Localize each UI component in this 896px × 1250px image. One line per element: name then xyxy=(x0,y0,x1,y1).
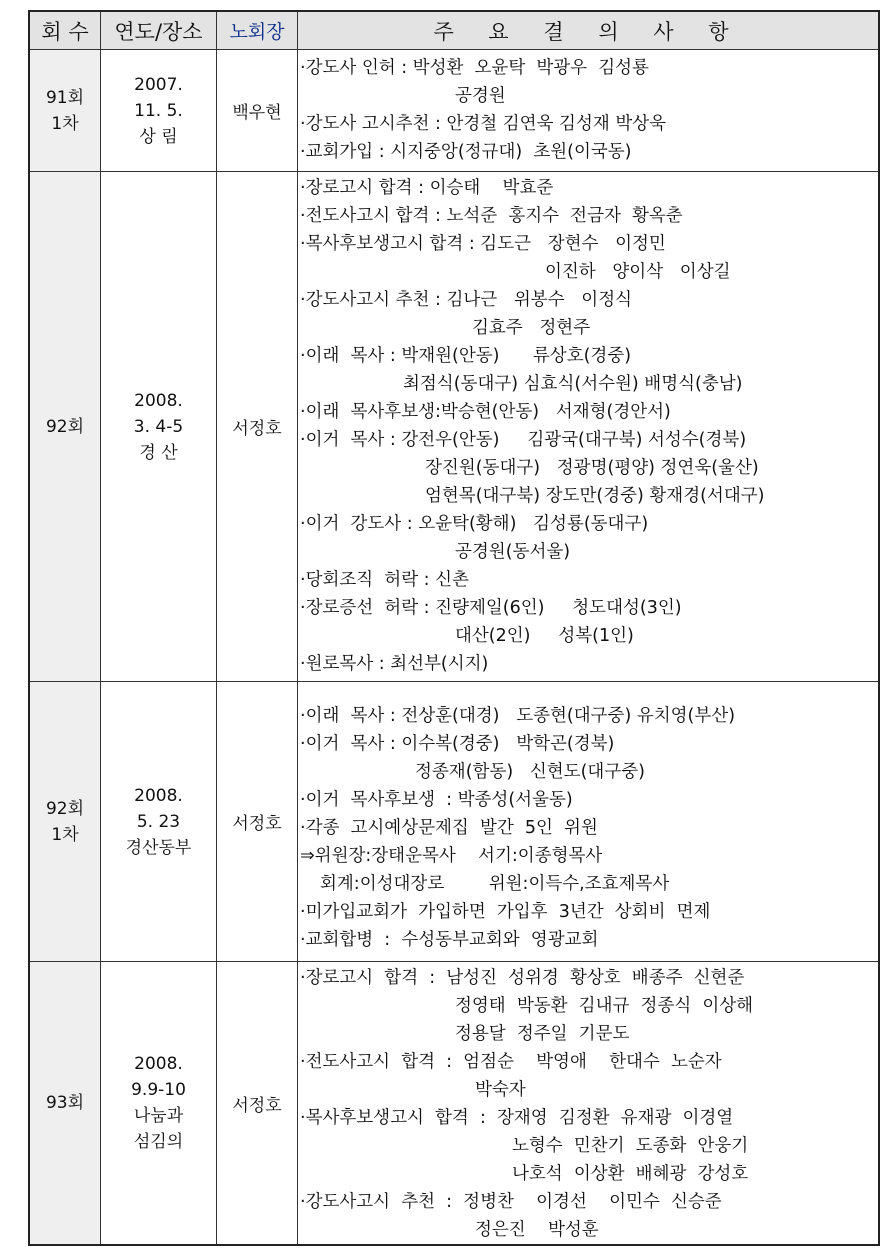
table-row xyxy=(29,172,879,682)
resolution-line: ⇒위원장:장태운목사 서기:이종형목사 xyxy=(300,846,603,866)
resolution-line: 엄현목(대구북) 장도만(경중) 황재경(서대구) xyxy=(425,486,765,506)
resolution-line: 최점식(동대구) 심효식(서수원) 배명식(충남) xyxy=(403,374,743,394)
date-place-cell-line: 경산동부 xyxy=(125,837,192,858)
resolution-line: 장진원(동대구) 정광명(평양) 정연욱(울산) xyxy=(425,458,759,478)
date-place-cell-line: 2007. xyxy=(134,74,183,95)
resolution-line: 정종재(함동) 신현도(대구중) xyxy=(415,762,645,782)
date-place-cell-line: 나눔과 xyxy=(133,1106,184,1126)
session-cell-line: 92회 xyxy=(45,416,85,437)
resolution-line: 회계:이성대장로 위원:이득수,조효제목사 xyxy=(320,874,670,894)
date-place-cell-line: 2008. xyxy=(134,1054,183,1074)
resolution-line: ·교회가입 : 시지중앙(정규대) 초원(이국동) xyxy=(300,142,632,162)
date-place-cell-line: 9.9-10 xyxy=(131,1080,186,1100)
resolution-line: 이진하 양이삭 이상길 xyxy=(545,262,731,282)
resolution-line: ·강도사고시 추천 : 정병찬 이경선 이민수 신승준 xyxy=(300,1192,722,1212)
resolutions-cell xyxy=(298,172,880,682)
moderator-cell: 서정호 xyxy=(217,682,298,962)
header-date-place: 연도/장소 xyxy=(101,11,217,50)
resolution-line: 정은진 박성훈 xyxy=(475,1220,599,1240)
session-cell-line: 93회 xyxy=(45,1093,85,1113)
resolutions-cell xyxy=(298,962,880,1246)
date-place-cell-line: 섬김의 xyxy=(133,1132,184,1152)
table-row xyxy=(29,962,879,1246)
session-cell xyxy=(29,962,101,1246)
resolution-line: ·목사후보생고시 합격 : 장재영 김정환 유재광 이경열 xyxy=(300,1108,734,1128)
resolution-line: 김효주 정현주 xyxy=(472,318,591,338)
resolution-line: ·교회합병 : 수성동부교회와 영광교회 xyxy=(300,930,599,950)
resolution-line: ·장로고시 합격 : 남성진 성위경 황상호 배종주 신현준 xyxy=(300,968,745,988)
date-place-cell xyxy=(101,962,217,1246)
session-cell-line: 91회 xyxy=(45,87,85,108)
session-cell xyxy=(29,682,101,962)
date-place-cell-line: 2008. xyxy=(134,390,183,411)
resolution-line: ·당회조직 허락 : 신촌 xyxy=(300,570,469,590)
resolution-line: ·미가입교회가 가입하면 가입후 3년간 상회비 면제 xyxy=(300,902,711,922)
date-place-cell-line: 2008. xyxy=(134,785,183,806)
resolution-line: ·이래 목사 : 박재원(안동) 류상호(경중) xyxy=(300,346,632,366)
resolution-line: ·강도사 인허 : 박성환 오윤탁 박광우 김성룡 xyxy=(300,58,649,78)
session-cell xyxy=(29,50,101,172)
header-row xyxy=(29,11,879,50)
session-cell xyxy=(29,172,101,682)
resolution-line: ·이래 목사후보생:박승현(안동) 서재형(경안서) xyxy=(300,402,671,422)
session-cell-line: 1차 xyxy=(51,824,79,845)
date-place-cell xyxy=(101,50,217,172)
resolution-line: 공경원 xyxy=(455,86,506,106)
resolution-line: 나호석 이상환 배혜광 강성호 xyxy=(512,1164,749,1184)
session-cell-line: 1차 xyxy=(51,113,79,134)
resolution-line: ·강도사고시 추천 : 김나근 위봉수 이정식 xyxy=(300,290,633,310)
resolution-line: ·목사후보생고시 합격 : 김도근 장현수 이정민 xyxy=(300,234,666,254)
date-place-cell xyxy=(101,682,217,962)
date-place-cell xyxy=(101,172,217,682)
resolution-line: ·이거 강도사 : 오윤탁(황해) 김성룡(동대구) xyxy=(300,514,649,534)
resolution-line: ·각종 고시예상문제집 발간 5인 위원 xyxy=(300,818,598,838)
resolution-line: ·이거 목사후보생 : 박종성(서울동) xyxy=(300,790,573,810)
date-place-cell-line: 경 산 xyxy=(139,442,178,463)
header-moderator: 노회장 xyxy=(217,11,298,50)
resolution-line: ·장로증선 허락 : 진량제일(6인) 청도대성(3인) xyxy=(300,598,682,618)
resolution-line: ·이거 목사 : 강전우(안동) 김광국(대구북) 서성수(경북) xyxy=(300,430,747,450)
date-place-cell-line: 5. 23 xyxy=(136,811,181,832)
table-row xyxy=(29,682,879,962)
resolution-line: ·원로목사 : 최선부(시지) xyxy=(300,654,489,674)
table-row xyxy=(29,50,879,172)
resolution-line: 공경원(동서울) xyxy=(455,542,571,562)
resolutions-table xyxy=(28,10,880,1246)
resolution-line: ·전도사고시 합격 : 노석준 홍지수 전금자 황옥춘 xyxy=(300,206,683,226)
session-cell-line: 92회 xyxy=(45,798,85,819)
resolution-line: ·이거 목사 : 이수복(경중) 박학곤(경북) xyxy=(300,734,615,754)
date-place-cell-line: 11. 5. xyxy=(134,100,183,121)
resolutions-cell xyxy=(298,682,880,962)
resolution-line: ·이래 목사 : 전상훈(대경) 도종현(대구중) 유치영(부산) xyxy=(300,706,736,726)
resolution-line: 대산(2인) 성복(1인) xyxy=(455,626,634,646)
resolution-line: ·장로고시 합격 : 이승태 박효준 xyxy=(300,178,554,198)
date-place-cell-line: 상 림 xyxy=(139,126,178,147)
resolution-line: 정영태 박동환 김내규 정종식 이상해 xyxy=(455,996,754,1016)
resolution-line: ·전도사고시 합격 : 엄점순 박영애 한대수 노순자 xyxy=(300,1052,722,1072)
moderator-cell: 백우현 xyxy=(217,50,298,172)
moderator-cell: 서정호 xyxy=(217,962,298,1246)
date-place-cell-line: 3. 4-5 xyxy=(133,416,184,437)
resolution-line: 정용달 정주일 기문도 xyxy=(455,1024,630,1044)
header-session: 회 수 xyxy=(29,11,101,50)
resolution-line: 노형수 민찬기 도종화 안웅기 xyxy=(512,1136,749,1156)
resolutions-cell xyxy=(298,50,880,172)
resolution-line: ·강도사 고시추천 : 안경철 김연욱 김성재 박상욱 xyxy=(300,114,667,134)
header-resolutions: 주 요 결 의 사 항 xyxy=(298,11,880,50)
resolution-line: 박숙자 xyxy=(475,1080,526,1100)
moderator-cell: 서정호 xyxy=(217,172,298,682)
